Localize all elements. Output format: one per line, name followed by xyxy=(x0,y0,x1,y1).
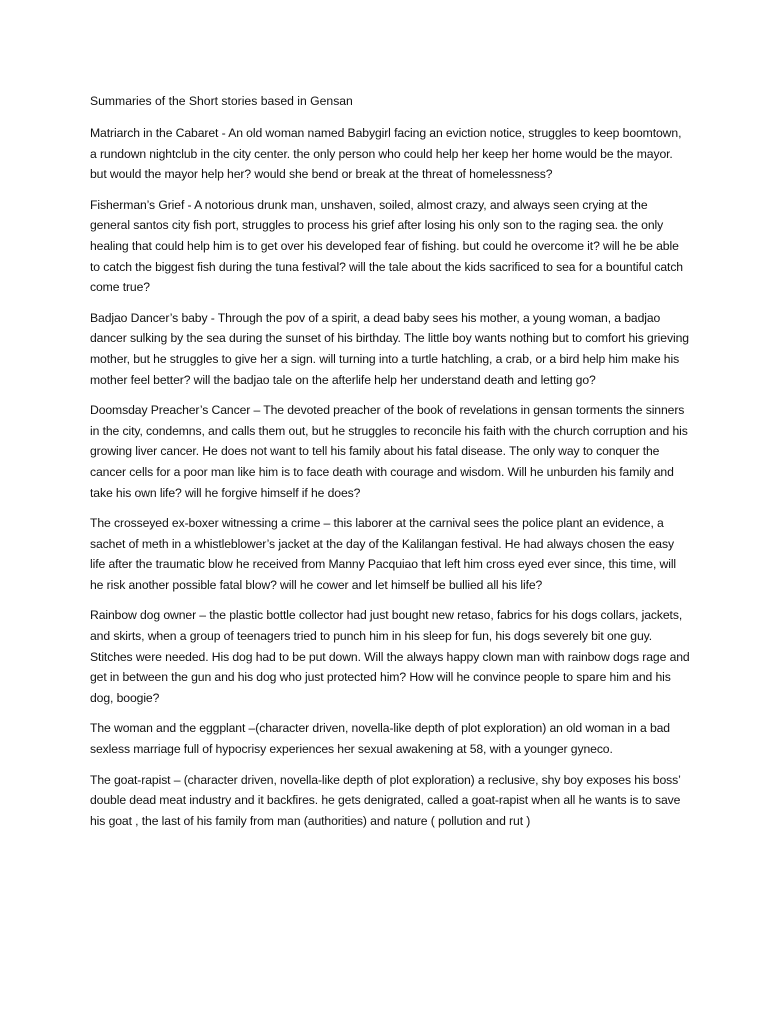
document-page xyxy=(90,94,690,841)
paragraph-matriarch: Matriarch in the Cabaret - An old woman named Babygirl facing an eviction notice, struggles to keep boomtown, a rundown nightclub in the city center. the only person who could help her keep her home would be the mayor. but would the mayor help her? would she bend or break at the threat of homelessness? xyxy=(90,126,682,182)
document-title: Summaries of the Short stories based in Gensan xyxy=(90,94,353,108)
paragraph-fisherman: Fisherman’s Grief - A notorious drunk man, unshaven, soiled, almost crazy, and always seen crying at the general santos city fish port, struggles to process his grief after losing his only son to the raging sea. the only healing that could help him is to get over his developed fear of fishing. but could he overcome it? will he be able to catch the biggest fish during the tuna festival? will the tale about the kids sacrificed to sea for a bountiful catch come true? xyxy=(90,197,683,295)
paragraph-preacher: Doomsday Preacher’s Cancer – The devoted preacher of the book of revelations in gensan torments the sinners in the city, condemns, and calls them out, but he struggles to reconcile his faith with the church corruption and his growing liver cancer. He does not want to tell his family about his fatal disease. The only way to conquer the cancer cells for a poor man like him is to face death with courage and wisdom. Will he unburden his family and take his own life? will he forgive himself if he does? xyxy=(90,403,688,500)
paragraph-badjao: Badjao Dancer’s baby - Through the pov of a spirit, a dead baby sees his mother, a young woman, a badjao dancer sulking by the sea during the sunset of his birthday. The little boy wants nothing but to comfort his grieving mother, but he struggles to give her a sign. will turning into a turtle hatchling, a crab, or a bird help him make his mother feel better? will the badjao tale on the afterlife help her understand death and letting go? xyxy=(90,310,689,387)
paragraph-ex-boxer: The crosseyed ex-boxer witnessing a crime – this laborer at the carnival sees the police plant an evidence, a sachet of meth in a whistleblower’s jacket at the day of the Kalilangan festival. He had always chosen the easy life after the traumatic blow he received from Manny Pacquiao that left him cross eyed ever since, this time, will he risk another possible fatal blow? will he cower and let himself be bullied all his life? xyxy=(90,516,677,592)
paragraph-eggplant: The woman and the eggplant –(character driven, novella-like depth of plot exploration) an old woman in a bad sexless marriage full of hypocrisy experiences her sexual awakening at 58, with a younger gyneco. xyxy=(90,721,670,757)
paragraph-goat-rapist: The goat-rapist – (character driven, novella-like depth of plot exploration) a reclusive, shy boy exposes his boss’ double dead meat industry and it backfires. he gets denigrated, called a goat-rapist when all he wants is to save his goat , the last of his family from man (authorities) and nature ( pollution and rut ) xyxy=(90,772,681,828)
paragraph-rainbow-dog: Rainbow dog owner – the plastic bottle collector had just bought new retaso, fabrics for his dogs collars, jackets, and skirts, when a group of teenagers tried to punch him in his sleep for fun, his dogs severely bit one guy. Stitches were needed. His dog had to be put down. Will the always happy clown man with rainbow dogs rage and get in between the gun and his dog who just protected him? How will he convince people to spare him and his dog, boogie? xyxy=(90,608,690,705)
